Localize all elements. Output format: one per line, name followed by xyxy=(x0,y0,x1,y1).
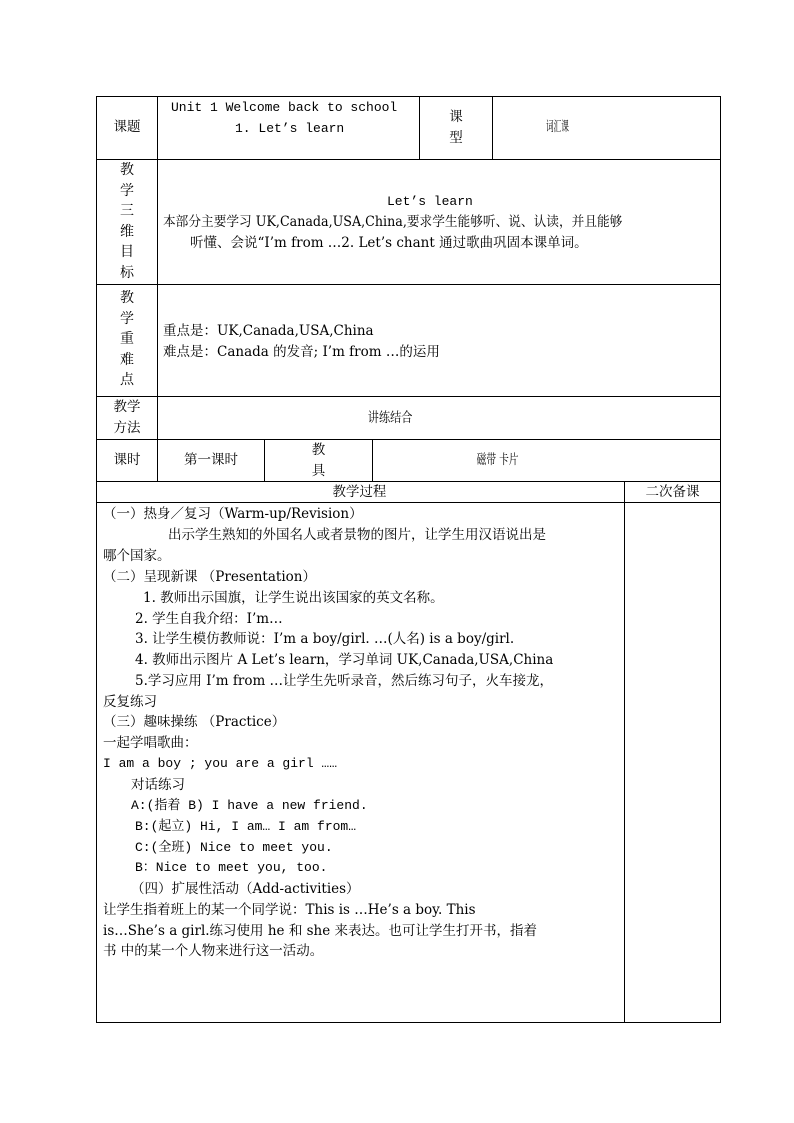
difficult-point-line: 难点是：Canada 的发音; I’m from …的运用 xyxy=(163,344,440,360)
second-prep-column-divider xyxy=(624,481,625,1022)
key-points-label-char: 学 xyxy=(120,310,134,327)
process-line: 1. 教师出示国旗，让学生说出该国家的英文名称。 xyxy=(143,590,444,606)
process-line: （一）热身／复习（Warm-up/Revision） xyxy=(103,506,363,522)
process-line: （四）扩展性活动（Add-activities） xyxy=(131,881,360,897)
process-line: 出示学生熟知的外国名人或者景物的图片，让学生用汉语说出是 xyxy=(168,527,546,543)
period-value: 第一课时 xyxy=(184,452,238,468)
key-points-label-char: 难 xyxy=(120,351,134,368)
topic-line-1: Unit 1 Welcome back to school xyxy=(171,100,398,115)
process-line: 书 中的某一个人物来进行这一活动。 xyxy=(103,943,324,959)
objectives-label-char: 目 xyxy=(120,244,134,260)
process-line: 4. 教师出示图片 A Let’s learn，学习单词 UK,Canada,USA,China xyxy=(135,652,554,668)
process-line: 3. 让学生模仿教师说：I’m a boy/girl. …(人名) is a boy/girl. xyxy=(135,631,515,647)
process-line: （三）趣味操练 （Practice） xyxy=(103,714,286,730)
process-line: 对话练习 xyxy=(131,777,185,793)
type-label-2: 型 xyxy=(449,130,463,146)
process-line: 2. 学生自我介绍：I’m… xyxy=(135,611,283,627)
table-border-right xyxy=(720,96,721,1023)
process-line: C:(全班) Nice to meet you. xyxy=(135,840,333,855)
aids-label-1: 教 xyxy=(311,442,326,458)
process-line: is…She’s a girl.练习使用 he 和 she 来表达。也可让学生打开书，指着 xyxy=(103,923,538,939)
method-label-line-1: 教学 xyxy=(113,399,141,415)
row-divider xyxy=(96,439,721,440)
label-column-divider xyxy=(157,96,158,439)
key-point-line: 重点是：UK,Canada,USA,China xyxy=(163,323,374,339)
type-label-1: 课 xyxy=(449,109,463,125)
aids-label-2: 具 xyxy=(311,463,326,479)
period-label: 课时 xyxy=(113,452,141,468)
process-line: I am a boy ; you are a girl …… xyxy=(103,756,338,771)
process-line: 5.学习应用 I’m from …让学生先听录音，然后练习句子，火车接龙， xyxy=(135,673,554,689)
objectives-heading: Let’s learn xyxy=(387,194,473,209)
process-header: 教学过程 xyxy=(332,484,387,500)
key-points-label xyxy=(97,288,157,391)
objectives-label-char: 三 xyxy=(120,203,134,219)
table-border-bottom xyxy=(96,1022,721,1023)
process-line: 哪个国家。 xyxy=(103,548,171,564)
process-line: B：Nice to meet you, too. xyxy=(135,860,328,875)
aids-value: 磁带 卡片 xyxy=(476,452,519,468)
objectives-label-char: 标 xyxy=(120,264,134,281)
process-line: B:(起立) Hi, I am… I am from… xyxy=(135,819,357,834)
objectives-label-char: 学 xyxy=(120,182,134,199)
process-line: 让学生指着班上的某一个同学说：This is …He’s a boy. This xyxy=(103,902,476,918)
process-line: 一起学唱歌曲： xyxy=(103,735,198,751)
objectives-label xyxy=(97,160,157,283)
objectives-label-char: 维 xyxy=(120,223,134,240)
objectives-text-line: 听懂、会说“I’m from …2. Let’s chant 通过歌曲巩固本课单词。 xyxy=(190,235,588,251)
table-border-top xyxy=(96,96,721,97)
second-prep-header: 二次备课 xyxy=(645,484,700,500)
topic-line-2: 1. Let’s learn xyxy=(235,121,345,136)
row-divider xyxy=(96,284,721,285)
key-points-label-char: 重 xyxy=(120,331,134,347)
row-divider xyxy=(96,396,721,397)
row-divider xyxy=(96,159,721,160)
key-points-label-char: 教 xyxy=(120,290,134,306)
process-line: （二）呈现新课 （Presentation） xyxy=(103,569,316,585)
row-divider xyxy=(96,502,721,503)
process-line: A:(指着 B) I have a new friend. xyxy=(131,798,368,813)
objectives-label-char: 教 xyxy=(120,162,134,178)
process-line: 反复练习 xyxy=(103,694,157,710)
objectives-text-line: 本部分主要学习 UK,Canada,USA,China,要求学生能够听、说、认读，并且能够 xyxy=(163,214,623,230)
method-label-line-2: 方法 xyxy=(113,420,141,436)
type-value: 词汇课 xyxy=(545,119,569,135)
key-points-label-char: 点 xyxy=(120,372,134,388)
topic-label: 课题 xyxy=(113,119,141,135)
method-value: 讲练结合 xyxy=(367,410,413,426)
